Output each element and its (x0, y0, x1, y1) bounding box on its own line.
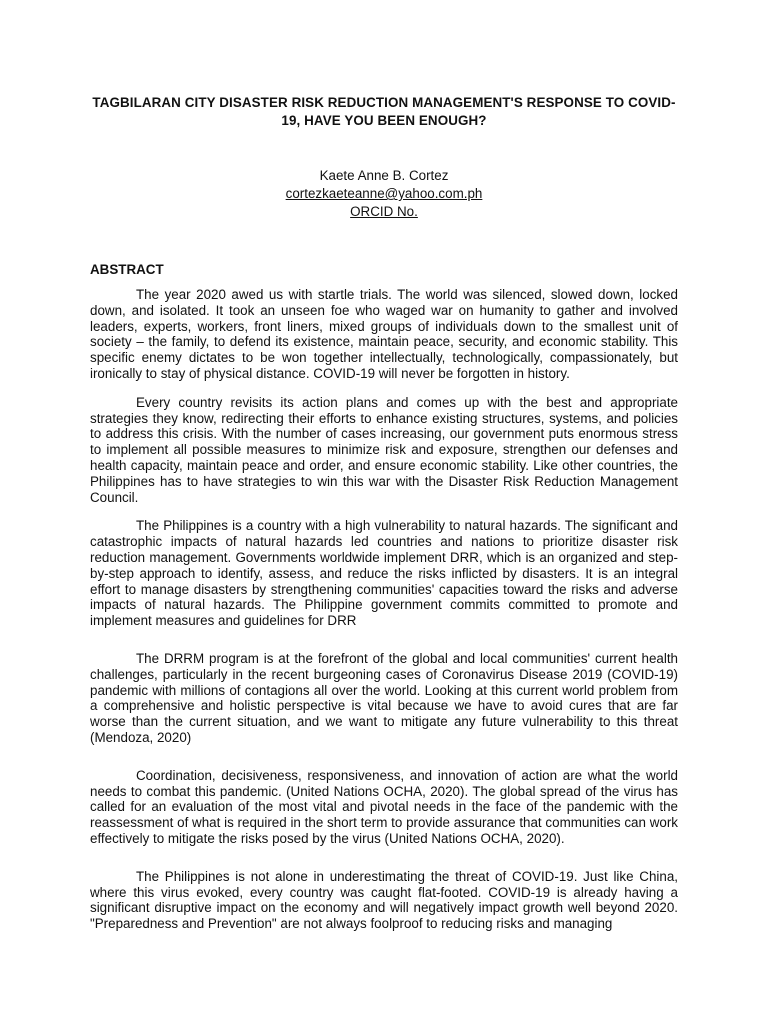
author-email-link[interactable]: cortezkaeteanne@yahoo.com.ph (285, 186, 483, 201)
abstract-paragraph: Coordination, decisiveness, responsiveness, and innovation of action are what the world needs to combat this pandemic. (United Nations OCHA, 2020). The global spread of the virus has called for an evaluation of the most vital and pivotal needs in the face of the pandemic with the reassessment of what is required in the short term to provide assurance that communities can work effectively to mitigate the risks posed by the virus (United Nations OCHA, 2020). (90, 767, 678, 846)
abstract-paragraph: The year 2020 awed us with startle trials. The world was silenced, slowed down, locked down, and isolated. It took an unseen foe who waged war on humanity to gather and involved leaders, experts, workers, front liners, mixed groups of individuals down to the smallest unit of society – the family, to defend its existence, maintain peace, security, and economic stability. This specific enemy dictates to be won together intellectually, technologically, compassionately, but ironically to stay of physical distance. COVID-19 will never be forgotten in history. (90, 287, 678, 381)
author-name: Kaete Anne B. Cortez (319, 168, 449, 183)
author-block (90, 167, 678, 221)
abstract-paragraph: Every country revisits its action plans and comes up with the best and appropriate strategies they know, redirecting their efforts to enhance existing structures, systems, and policies to address this crisis. With the number of cases increasing, our government puts enormous stress to implement all possible measures to minimize risk and exposure, strengthen our defenses and health capacity, maintain peace and order, and ensure economic stability. Like other countries, the Philippines has to have strategies to win this war with the Disaster Risk Reduction Management Council. (90, 394, 678, 505)
abstract-heading: ABSTRACT (90, 262, 164, 277)
abstract-paragraph: The DRRM program is at the forefront of the global and local communities' current health challenges, particularly in the recent burgeoning cases of Coronavirus Disease 2019 (COVID-19) pandemic with millions of contagions all over the world. Looking at this current world problem from a comprehensive and holistic perspective is vital because we have to avoid cures that are far worse than the current situation, and we want to mitigate any future vulnerability to this threat (Mendoza, 2020) (90, 650, 678, 745)
abstract-body (90, 287, 678, 932)
orcid-link[interactable]: ORCID No. (350, 204, 418, 219)
abstract-paragraph: The Philippines is a country with a high vulnerability to natural hazards. The significant and catastrophic impacts of natural hazards led countries and nations to prioritize disaster risk reduction management. Governments worldwide implement DRR, which is an organized and step-by-step approach to identify, assess, and reduce the risks inflicted by disasters. It is an integral effort to manage disasters by strengthening communities' capacities toward the risks and adverse impacts of natural hazards. The Philippine government commits committed to promote and implement measures and guidelines for DRR (90, 518, 678, 629)
document-title: TAGBILARAN CITY DISASTER RISK REDUCTION MANAGEMENT'S RESPONSE TO COVID-19, HAVE YOU BEEN ENOUGH? (92, 95, 676, 128)
abstract-paragraph: The Philippines is not alone in underestimating the threat of COVID-19. Just like China, where this virus evoked, every country was caught flat-footed. COVID-19 is already having a significant disruptive impact on the economy and will negatively impact growth well beyond 2020. "Preparedness and Prevention" are not always foolproof to reducing risks and managing (90, 868, 678, 932)
